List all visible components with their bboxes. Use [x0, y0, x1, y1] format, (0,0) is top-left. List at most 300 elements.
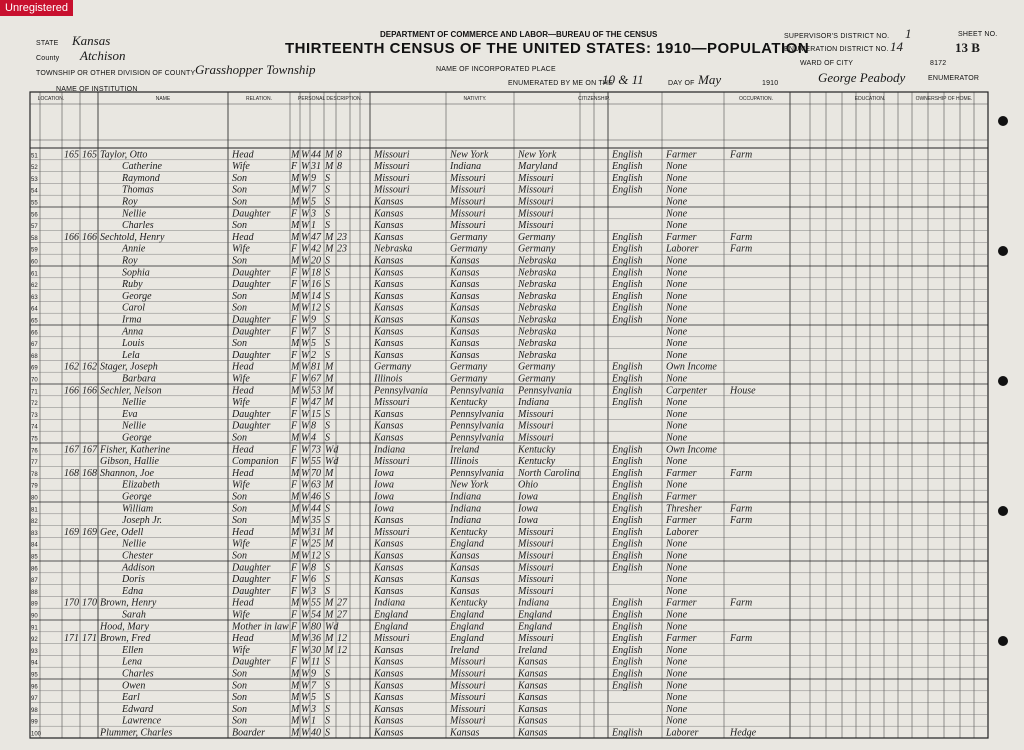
- cell-relation: Son: [232, 290, 247, 302]
- cell-father-birthplace: Illinois: [450, 456, 479, 468]
- cell-sex: M: [291, 338, 300, 350]
- cell-race: W: [301, 361, 310, 373]
- cell-race: W: [301, 515, 310, 527]
- cell-occupation: None: [666, 184, 688, 196]
- cell-language: English: [612, 656, 643, 668]
- cell-mother-birthplace: Kansas: [518, 715, 548, 727]
- cell-sex: M: [291, 184, 300, 196]
- cell-marital: Wd: [325, 456, 339, 468]
- cell-birthplace: Kansas: [374, 349, 404, 361]
- cell-sex: F: [291, 314, 298, 326]
- cell-race: W: [301, 680, 310, 692]
- cell-race: W: [301, 574, 310, 586]
- cell-race: W: [301, 562, 310, 574]
- cell-name: Eva: [122, 408, 138, 420]
- cell-birthplace: England: [374, 621, 408, 633]
- cell-race: W: [301, 161, 310, 173]
- cell-occupation: Own Income: [666, 361, 717, 373]
- cell-name: Elizabeth: [122, 479, 160, 491]
- cell-mother-birthplace: Missouri: [518, 408, 554, 420]
- cell-marital: S: [325, 208, 330, 220]
- cell-age: 44: [311, 149, 321, 161]
- cell-father-birthplace: Pennsylvania: [450, 432, 504, 444]
- cell-mother-birthplace: Nebraska: [518, 279, 557, 291]
- cell-name: Nellie: [122, 538, 146, 550]
- cell-race: W: [301, 172, 310, 184]
- cell-race: W: [301, 456, 310, 468]
- cell-age: 14: [311, 290, 321, 302]
- cell-birthplace: Kansas: [374, 231, 404, 243]
- cell-marital: S: [325, 349, 330, 361]
- cell-marital: S: [325, 314, 330, 326]
- cell-sex: M: [291, 692, 300, 704]
- cell-race: W: [301, 727, 310, 739]
- cell-race: W: [301, 479, 310, 491]
- cell-line: 56: [31, 212, 38, 219]
- cell-relation: Son: [232, 172, 247, 184]
- cell-language: English: [612, 385, 643, 397]
- cell-marital: S: [325, 703, 330, 715]
- cell-sex: M: [291, 149, 300, 161]
- cell-name: Hood, Mary: [100, 621, 149, 633]
- cell-years-married: 27: [337, 609, 347, 621]
- cell-line: 81: [31, 507, 38, 514]
- cell-mother-birthplace: Missouri: [518, 184, 554, 196]
- cell-language: English: [612, 231, 643, 243]
- cell-race: W: [301, 644, 310, 656]
- cell-years-married: 8: [337, 149, 342, 161]
- cell-name: Taylor, Otto: [100, 149, 148, 161]
- cell-birthplace: Kansas: [374, 703, 404, 715]
- cell-father-birthplace: Kansas: [450, 255, 480, 267]
- cell-age: 30: [311, 644, 321, 656]
- cell-father-birthplace: Missouri: [450, 184, 486, 196]
- cell-relation: Head: [232, 633, 254, 645]
- cell-father-birthplace: Indiana: [450, 503, 482, 515]
- cell-line: 86: [31, 566, 38, 573]
- cell-relation: Head: [232, 149, 254, 161]
- cell-father-birthplace: Kansas: [450, 338, 480, 350]
- cell-sex: M: [291, 290, 300, 302]
- cell-age: 67: [311, 373, 321, 385]
- cell-father-birthplace: Kansas: [450, 349, 480, 361]
- cell-occupation: None: [666, 196, 688, 208]
- cell-father-birthplace: Kansas: [450, 727, 480, 739]
- header-personal-description: PERSONAL DESCRIPTION.: [298, 96, 362, 102]
- cell-name: Annie: [122, 243, 146, 255]
- cell-family: 168: [82, 467, 97, 479]
- cell-sex: F: [291, 456, 298, 468]
- cell-occupation: None: [666, 550, 688, 562]
- unregistered-badge: Unregistered: [0, 0, 73, 16]
- cell-mother-birthplace: Kentucky: [518, 456, 556, 468]
- cell-age: 7: [311, 184, 316, 196]
- cell-age: 7: [311, 326, 316, 338]
- cell-name: George: [122, 290, 152, 302]
- cell-occupation: None: [666, 456, 688, 468]
- cell-race: W: [301, 196, 310, 208]
- cell-mother-birthplace: England: [518, 621, 552, 633]
- cell-age: 3: [311, 703, 316, 715]
- cell-birthplace: Missouri: [374, 526, 410, 538]
- cell-relation: Wife: [232, 161, 250, 173]
- cell-relation: Son: [232, 302, 247, 314]
- cell-marital: M: [325, 373, 334, 385]
- cell-mother-birthplace: Missouri: [518, 526, 554, 538]
- cell-family: 167: [82, 444, 97, 456]
- cell-industry: Hedge: [730, 727, 757, 739]
- header-education: EDUCATION.: [854, 96, 886, 102]
- cell-sex: M: [291, 550, 300, 562]
- cell-occupation: Farmer: [666, 597, 697, 609]
- cell-father-birthplace: Missouri: [450, 680, 486, 692]
- cell-dwelling: 166: [64, 385, 79, 397]
- cell-birthplace: Kansas: [374, 562, 404, 574]
- cell-age: 35: [311, 515, 321, 527]
- cell-mother-birthplace: Kansas: [518, 703, 548, 715]
- header-location: LOCATION.: [37, 96, 65, 102]
- township-label: TOWNSHIP OR OTHER DIVISION OF COUNTY: [36, 70, 196, 77]
- supervisor-value: 1: [905, 26, 912, 41]
- cell-language: English: [612, 727, 643, 739]
- cell-race: W: [301, 444, 310, 456]
- cell-line: 68: [31, 353, 38, 360]
- cell-race: W: [301, 302, 310, 314]
- cell-mother-birthplace: Missouri: [518, 208, 554, 220]
- cell-relation: Son: [232, 703, 247, 715]
- cell-relation: Son: [232, 550, 247, 562]
- cell-father-birthplace: Kansas: [450, 279, 480, 291]
- cell-race: W: [301, 208, 310, 220]
- cell-birthplace: Kansas: [374, 574, 404, 586]
- cell-dwelling: 162: [64, 361, 79, 373]
- cell-relation: Wife: [232, 373, 250, 385]
- cell-industry: Farm: [730, 243, 753, 255]
- cell-language: English: [612, 279, 643, 291]
- cell-dwelling: 170: [64, 597, 79, 609]
- cell-sex: M: [291, 727, 300, 739]
- cell-name: Ruby: [122, 279, 143, 291]
- cell-sex: M: [291, 220, 300, 232]
- cell-marital: S: [325, 338, 330, 350]
- cell-sex: F: [291, 479, 298, 491]
- cell-occupation: None: [666, 220, 688, 232]
- cell-age: 80: [311, 621, 321, 633]
- cell-father-birthplace: Missouri: [450, 208, 486, 220]
- cell-name: Stager, Joseph: [100, 361, 158, 373]
- cell-relation: Wife: [232, 609, 250, 621]
- cell-race: W: [301, 715, 310, 727]
- cell-birthplace: Iowa: [374, 491, 394, 503]
- cell-relation: Head: [232, 526, 254, 538]
- cell-language: English: [612, 680, 643, 692]
- punch-hole: [998, 506, 1008, 516]
- cell-line: 57: [31, 224, 38, 231]
- cell-occupation: None: [666, 680, 688, 692]
- cell-father-birthplace: Indiana: [450, 491, 482, 503]
- cell-age: 20: [311, 255, 321, 267]
- cell-father-birthplace: Ireland: [450, 644, 480, 656]
- cell-age: 31: [311, 161, 321, 173]
- cell-mother-birthplace: Missouri: [518, 420, 554, 432]
- cell-occupation: Own Income: [666, 444, 717, 456]
- cell-mother-birthplace: Kentucky: [518, 444, 556, 456]
- cell-birthplace: Kansas: [374, 408, 404, 420]
- cell-mother-birthplace: Missouri: [518, 538, 554, 550]
- cell-name: Nellie: [122, 208, 146, 220]
- cell-sex: M: [291, 503, 300, 515]
- cell-age: 70: [311, 467, 321, 479]
- cell-dwelling: 171: [64, 633, 79, 645]
- cell-relation: Daughter: [232, 349, 271, 361]
- cell-race: W: [301, 314, 310, 326]
- cell-occupation: None: [666, 538, 688, 550]
- cell-language: English: [612, 255, 643, 267]
- cell-father-birthplace: Pennsylvania: [450, 420, 504, 432]
- cell-occupation: None: [666, 302, 688, 314]
- cell-race: W: [301, 692, 310, 704]
- cell-name: Thomas: [122, 184, 154, 196]
- cell-occupation: Farmer: [666, 149, 697, 161]
- cell-line: 95: [31, 672, 38, 679]
- cell-marital: S: [325, 184, 330, 196]
- cell-age: 12: [311, 302, 321, 314]
- cell-occupation: None: [666, 172, 688, 184]
- cell-line: 75: [31, 436, 38, 443]
- cell-name: Nellie: [122, 397, 146, 409]
- cell-relation: Son: [232, 503, 247, 515]
- cell-birthplace: Nebraska: [374, 243, 413, 255]
- cell-family: 170: [82, 597, 97, 609]
- cell-race: W: [301, 338, 310, 350]
- cell-occupation: None: [666, 656, 688, 668]
- cell-race: W: [301, 597, 310, 609]
- cell-father-birthplace: Kentucky: [450, 597, 488, 609]
- cell-relation: Son: [232, 692, 247, 704]
- cell-marital: M: [325, 385, 334, 397]
- cell-mother-birthplace: Ohio: [518, 479, 538, 491]
- cell-relation: Head: [232, 444, 254, 456]
- cell-line: 71: [31, 389, 38, 396]
- cell-name: Edna: [122, 585, 144, 597]
- cell-line: 74: [31, 424, 38, 431]
- cell-name: George: [122, 432, 152, 444]
- cell-name: Brown, Henry: [100, 597, 157, 609]
- cell-relation: Wife: [232, 243, 250, 255]
- cell-marital: M: [325, 597, 334, 609]
- cell-language: English: [612, 290, 643, 302]
- cell-marital: S: [325, 220, 330, 232]
- cell-father-birthplace: Missouri: [450, 656, 486, 668]
- cell-language: English: [612, 597, 643, 609]
- cell-birthplace: Missouri: [374, 149, 410, 161]
- cell-occupation: None: [666, 715, 688, 727]
- cell-age: 1: [311, 220, 316, 232]
- cell-birthplace: Kansas: [374, 279, 404, 291]
- cell-sex: M: [291, 302, 300, 314]
- cell-language: English: [612, 550, 643, 562]
- year-value: 1910: [762, 80, 779, 87]
- cell-occupation: Farmer: [666, 467, 697, 479]
- cell-name: Joseph Jr.: [122, 515, 162, 527]
- cell-race: W: [301, 279, 310, 291]
- cell-sex: M: [291, 432, 300, 444]
- cell-sex: M: [291, 491, 300, 503]
- cell-occupation: None: [666, 255, 688, 267]
- cell-relation: Mother in law: [232, 621, 289, 633]
- cell-occupation: Farmer: [666, 491, 697, 503]
- cell-mother-birthplace: Nebraska: [518, 302, 557, 314]
- cell-age: 81: [311, 361, 321, 373]
- cell-mother-birthplace: Indiana: [518, 597, 550, 609]
- cell-age: 12: [311, 550, 321, 562]
- cell-name: Barbara: [122, 373, 156, 385]
- cell-sex: F: [291, 161, 298, 173]
- cell-family: 166: [82, 231, 97, 243]
- cell-mother-birthplace: Kansas: [518, 692, 548, 704]
- cell-birthplace: Kansas: [374, 196, 404, 208]
- cell-sex: M: [291, 515, 300, 527]
- enumerator-label: ENUMERATOR: [928, 75, 980, 82]
- cell-marital: M: [325, 538, 334, 550]
- cell-language: English: [612, 491, 643, 503]
- cell-language: English: [612, 621, 643, 633]
- cell-birthplace: Kansas: [374, 267, 404, 279]
- cell-relation: Son: [232, 715, 247, 727]
- cell-line: 51: [31, 153, 38, 160]
- cell-race: W: [301, 243, 310, 255]
- cell-race: W: [301, 668, 310, 680]
- cell-relation: Wife: [232, 397, 250, 409]
- cell-industry: Farm: [730, 149, 753, 161]
- cell-line: 76: [31, 448, 38, 455]
- cell-race: W: [301, 656, 310, 668]
- cell-language: English: [612, 243, 643, 255]
- cell-language: English: [612, 526, 643, 538]
- cell-father-birthplace: England: [450, 633, 484, 645]
- cell-marital: S: [325, 562, 330, 574]
- cell-age: 8: [311, 420, 316, 432]
- cell-marital: S: [325, 585, 330, 597]
- cell-occupation: None: [666, 338, 688, 350]
- cell-sex: F: [291, 397, 298, 409]
- cell-birthplace: Kansas: [374, 208, 404, 220]
- cell-birthplace: Kansas: [374, 680, 404, 692]
- cell-language: English: [612, 184, 643, 196]
- sheet-label: SHEET NO.: [958, 31, 998, 38]
- cell-dwelling: 169: [64, 526, 79, 538]
- cell-occupation: None: [666, 326, 688, 338]
- cell-marital: M: [325, 397, 334, 409]
- cell-relation: Daughter: [232, 562, 271, 574]
- cell-name: Edward: [122, 703, 154, 715]
- cell-relation: Daughter: [232, 408, 271, 420]
- cell-birthplace: Kansas: [374, 302, 404, 314]
- cell-name: Irma: [122, 314, 142, 326]
- cell-name: Sechler, Nelson: [100, 385, 162, 397]
- cell-birthplace: Kansas: [374, 220, 404, 232]
- cell-race: W: [301, 220, 310, 232]
- cell-relation: Head: [232, 361, 254, 373]
- department-line: DEPARTMENT OF COMMERCE AND LABOR—BUREAU OF THE CENSUS: [380, 30, 658, 39]
- enum-district-label: ENUMERATION DISTRICT NO.: [784, 46, 889, 53]
- cell-name: Sarah: [122, 609, 146, 621]
- cell-birthplace: Kansas: [374, 326, 404, 338]
- cell-occupation: Laborer: [666, 526, 699, 538]
- cell-father-birthplace: England: [450, 609, 484, 621]
- cell-father-birthplace: England: [450, 621, 484, 633]
- cell-relation: Daughter: [232, 314, 271, 326]
- cell-line: 83: [31, 530, 38, 537]
- cell-dwelling: 165: [64, 149, 79, 161]
- header-ownership: OWNERSHIP OF HOME.: [915, 96, 973, 102]
- cell-father-birthplace: Missouri: [450, 692, 486, 704]
- cell-age: 42: [311, 243, 321, 255]
- cell-line: 70: [31, 377, 38, 384]
- cell-relation: Wife: [232, 479, 250, 491]
- institution-label: NAME OF INSTITUTION: [56, 86, 138, 93]
- cell-age: 44: [311, 503, 321, 515]
- cell-marital: M: [325, 479, 334, 491]
- cell-father-birthplace: Pennsylvania: [450, 408, 504, 420]
- cell-father-birthplace: Kansas: [450, 326, 480, 338]
- cell-mother-birthplace: Iowa: [518, 515, 538, 527]
- cell-line: 98: [31, 707, 38, 714]
- state-label: STATE: [36, 40, 59, 47]
- cell-race: W: [301, 633, 310, 645]
- cell-father-birthplace: Ireland: [450, 444, 480, 456]
- cell-occupation: None: [666, 609, 688, 621]
- cell-line: 53: [31, 176, 38, 183]
- cell-language: English: [612, 503, 643, 515]
- month-value: May: [698, 72, 722, 87]
- cell-father-birthplace: Kansas: [450, 574, 480, 586]
- cell-age: 15: [311, 408, 321, 420]
- cell-sex: F: [291, 408, 298, 420]
- cell-line: 82: [31, 519, 38, 526]
- cell-name: Anna: [122, 326, 144, 338]
- cell-occupation: Farmer: [666, 515, 697, 527]
- cell-race: W: [301, 703, 310, 715]
- cell-name: Raymond: [122, 172, 160, 184]
- header-nativity: NATIVITY.: [463, 96, 487, 102]
- cell-mother-birthplace: Indiana: [518, 397, 550, 409]
- cell-industry: House: [730, 385, 756, 397]
- cell-industry: Farm: [730, 231, 753, 243]
- cell-relation: Son: [232, 220, 247, 232]
- cell-line: 52: [31, 165, 38, 172]
- cell-name: Charles: [122, 668, 154, 680]
- cell-name: Louis: [122, 338, 145, 350]
- cell-line: 89: [31, 601, 38, 608]
- cell-father-birthplace: Kansas: [450, 267, 480, 279]
- cell-family: 169: [82, 526, 97, 538]
- cell-age: 5: [311, 196, 316, 208]
- cell-mother-birthplace: Nebraska: [518, 326, 557, 338]
- cell-relation: Son: [232, 515, 247, 527]
- cell-language: English: [612, 373, 643, 385]
- cell-years-married: 23: [337, 243, 347, 255]
- cell-years-married: 12: [337, 633, 347, 645]
- cell-birthplace: Kansas: [374, 585, 404, 597]
- cell-mother-birthplace: Missouri: [518, 585, 554, 597]
- cell-relation: Son: [232, 184, 247, 196]
- cell-line: 64: [31, 306, 38, 313]
- cell-race: W: [301, 149, 310, 161]
- cell-sex: F: [291, 621, 298, 633]
- cell-race: W: [301, 408, 310, 420]
- cell-race: W: [301, 397, 310, 409]
